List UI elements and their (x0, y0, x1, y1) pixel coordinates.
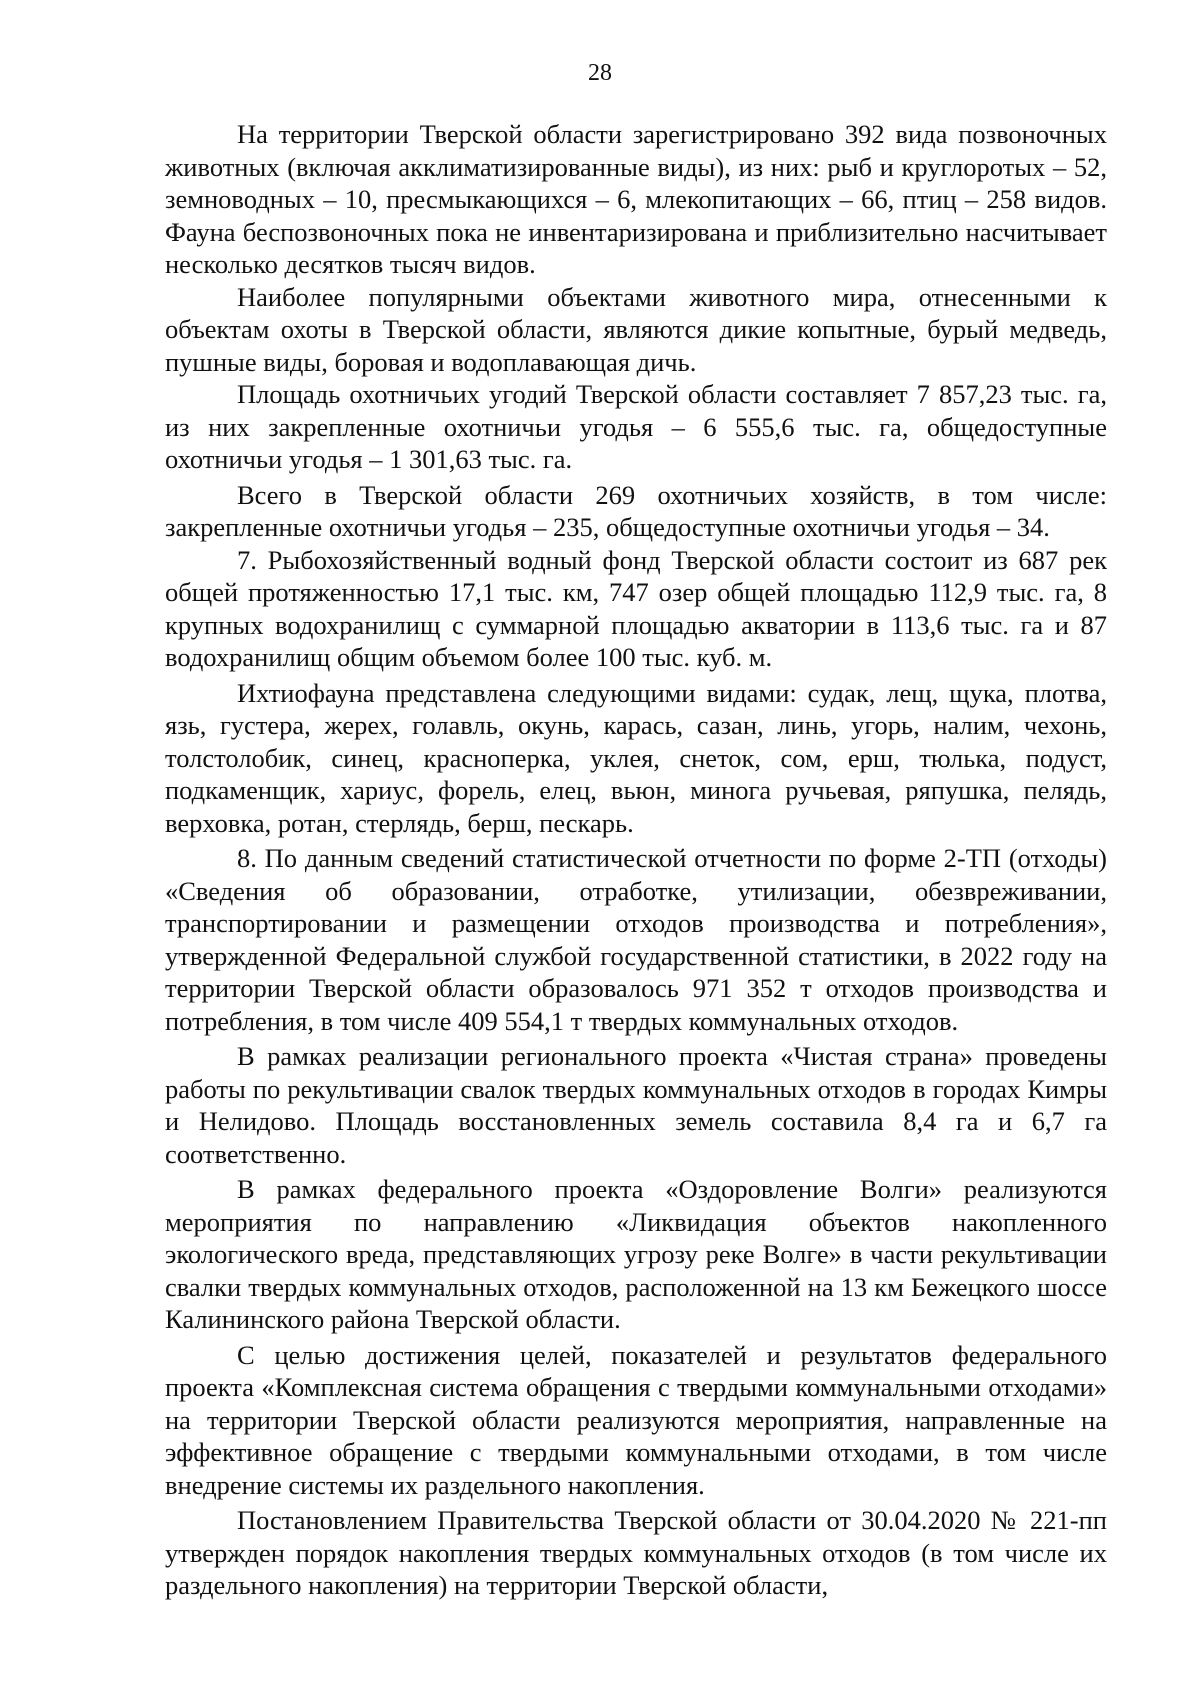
paragraph-hunting-area: Площадь охотничьих угодий Тверской области составляет 7 857,23 тыс. га, из них закрепленные охотничьи угодья – 6 555,6 тыс. га, общедоступные охотничьи угодья – 1 301,63 тыс. га. (165, 379, 1107, 474)
paragraph-waste-statistics: 8. По данным сведений статистической отчетности по форме 2-ТП (отходы) «Сведения об образовании, отработке, утилизации, обезвреживании, транспортировании и размещении отходов производства и потребления», утвержденной Федеральной службой государственной статистики, в 2022 году на территории Тверской области образовалось 971 352 т отходов производства и потребления, в том числе 409 554,1 т твердых коммунальных отходов. (165, 843, 1107, 1036)
paragraph-waste-system: С целью достижения целей, показателей и результатов федерального проекта «Комплексная система обращения с твердыми коммунальными отходами» на территории Тверской области реализуются мероприятия, направленные на эффективное обращение с твердыми коммунальными отходами, в том числе внедрение системы их раздельного накопления. (165, 1339, 1107, 1500)
paragraph-fauna: На территории Тверской области зарегистрировано 392 вида позвоночных животных (включая акклиматизированные виды), из них: рыб и круглоротых – 52, земноводных – 10, пресмыкающихся – 6, млекопитающих – 66, птиц – 258 видов. Фауна беспозвоночных пока не инвентаризирована и приблизительно насчитывает несколько десятков тысяч видов. (165, 119, 1107, 279)
paragraph-hunting-farms: Всего в Тверской области 269 охотничьих хозяйств, в том числе: закрепленные охотничьи угодья – 235, общедоступные охотничьи угодья – 34. (165, 479, 1107, 542)
page-number: 28 (588, 60, 612, 86)
document-body (165, 118, 1107, 1602)
paragraph-ichthyofauna: Ихтиофауна представлена следующими видами: судак, лещ, щука, плотва, язь, густера, жерех, голавль, окунь, карась, сазан, линь, угорь, налим, чехонь, толстолобик, синец, красноперка, уклея, снеток, сом, ерш, тюлька, подуст, подкаменщик, хариус, форель, елец, вьюн, минога ручьевая, ряпушка, пелядь, верховка, ротан, стерлядь, берш, пескарь. (165, 677, 1107, 838)
paragraph-government-decree: Постановлением Правительства Тверской области от 30.04.2020 № 221-пп утвержден порядок накопления твердых коммунальных отходов (в том числе их раздельного накопления) на территории Тверской области, (165, 1505, 1107, 1600)
paragraph-hunting-objects: Наиболее популярными объектами животного мира, отнесенными к объектам охоты в Тверской области, являются дикие копытные, бурый медведь, пушные виды, боровая и водоплавающая дичь. (165, 281, 1107, 377)
paragraph-clean-country: В рамках реализации регионального проекта «Чистая страна» проведены работы по рекультивации свалок твердых коммунальных отходов в городах Кимры и Нелидово. Площадь восстановленных земель составила 8,4 га и 6,7 га соответственно. (165, 1041, 1107, 1169)
paragraph-volga-project: В рамках федерального проекта «Оздоровление Волги» реализуются мероприятия по направлению «Ликвидация объектов накопленного экологического вреда, представляющих угрозу реке Волге» в части рекультивации свалки твердых коммунальных отходов, расположенной на 13 км Бежецкого шоссе Калининского района Тверской области. (165, 1174, 1107, 1334)
paragraph-water-fund: 7. Рыбохозяйственный водный фонд Тверской области состоит из 687 рек общей протяженностью 17,1 тыс. км, 747 озер общей площадью 112,9 тыс. га, 8 крупных водохранилищ с суммарной площадью акватории в 113,6 тыс. га и 87 водохранилищ общим объемом более 100 тыс. куб. м. (165, 544, 1107, 672)
